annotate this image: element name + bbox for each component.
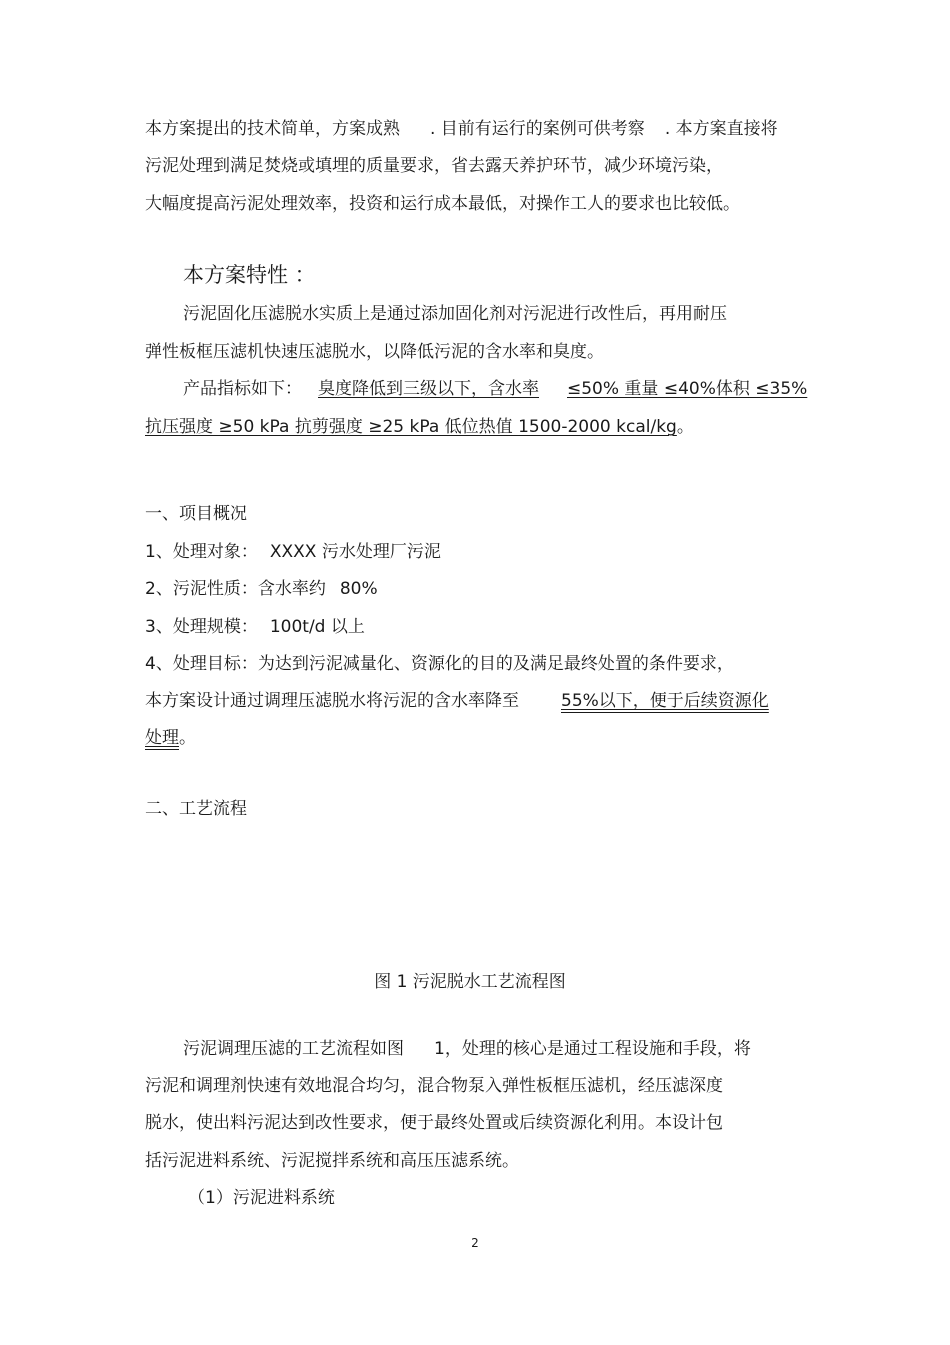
section-1-item-2 (145, 578, 378, 600)
item-value: 100t/d 以上 (269, 617, 365, 637)
item-text: 本方案设计通过调理压滤脱水将污泥的含水率降至 (145, 691, 519, 711)
process-paragraph-line-1 (183, 1038, 751, 1060)
spec-punctuation: 。 (676, 417, 694, 437)
features-paragraph-line-2: 弹性板框压滤机快速压滤脱水，以降低污泥的含水率和臭度。 (145, 342, 604, 362)
section-1-item-4-line-3 (145, 727, 196, 749)
page-number: 2 (471, 1236, 479, 1250)
item-value: XXXX 污水处理厂污泥 (269, 542, 441, 562)
item-label: 3、处理规模： (145, 617, 258, 637)
section-2-title: 二、工艺流程 (145, 799, 247, 819)
spec-value: ≤50% 重量 ≤40%体积 ≤35% (567, 379, 808, 399)
process-paragraph-line-4: 括污泥进料系统、污泥搅拌系统和高压压滤系统。 (145, 1151, 519, 1171)
item-target: 55%以下，便于后续资源化 (561, 691, 769, 711)
intro-line-2: 污泥处理到满足焚烧或填埋的质量要求，省去露天养护环节，减少环境污染， (145, 156, 723, 176)
process-text: 1，处理的核心是通过工程设施和手段，将 (434, 1039, 751, 1059)
process-paragraph-line-3: 脱水，使出料污泥达到改性要求，便于最终处置或后续资源化利用。本设计包 (145, 1113, 723, 1133)
section-1-item-4-line-2 (145, 690, 769, 712)
item-target: 处理 (145, 728, 179, 748)
item-label: 2、污泥性质：含水率约 (145, 579, 326, 599)
figure-caption: 图 1 污泥脱水工艺流程图 (374, 972, 566, 992)
section-1-item-4: 4、处理目标：为达到污泥减量化、资源化的目的及满足最终处置的条件要求， (145, 654, 734, 674)
spec-line-1 (183, 378, 807, 400)
spec-label: 产品指标如下： (183, 379, 302, 399)
process-text: 污泥调理压滤的工艺流程如图 (183, 1039, 404, 1059)
intro-text: 本方案提出的技术简单，方案成熟 (145, 119, 400, 139)
section-1-item-1 (145, 541, 441, 563)
intro-line-1 (145, 118, 778, 140)
features-heading: 本方案特性 ： (183, 263, 316, 287)
spec-value: 抗压强度 ≥50 kPa 抗剪强度 ≥25 kPa 低位热值 1500-2000 kcal/kg (145, 417, 677, 437)
subsection-1-title: （1）污泥进料系统 (188, 1188, 335, 1208)
intro-text: . 本方案直接将 (664, 119, 778, 139)
spec-line-2 (145, 416, 694, 438)
item-punctuation: 。 (179, 728, 196, 748)
section-1-title: 一、项目概况 (145, 504, 247, 524)
item-label: 1、处理对象： (145, 542, 258, 562)
process-paragraph-line-2: 污泥和调理剂快速有效地混合均匀，混合物泵入弹性板框压滤机，经压滤深度 (145, 1076, 723, 1096)
features-paragraph-line-1: 污泥固化压滤脱水实质上是通过添加固化剂对污泥进行改性后，再用耐压 (183, 304, 727, 324)
item-value: 80% (339, 579, 378, 599)
intro-text: . 目前有运行的案例可供考察 (430, 119, 645, 139)
spec-value: 臭度降低到三级以下，含水率 (318, 379, 539, 399)
section-1-item-3 (145, 616, 365, 638)
intro-line-3: 大幅度提高污泥处理效率，投资和运行成本最低，对操作工人的要求也比较低。 (145, 194, 740, 214)
